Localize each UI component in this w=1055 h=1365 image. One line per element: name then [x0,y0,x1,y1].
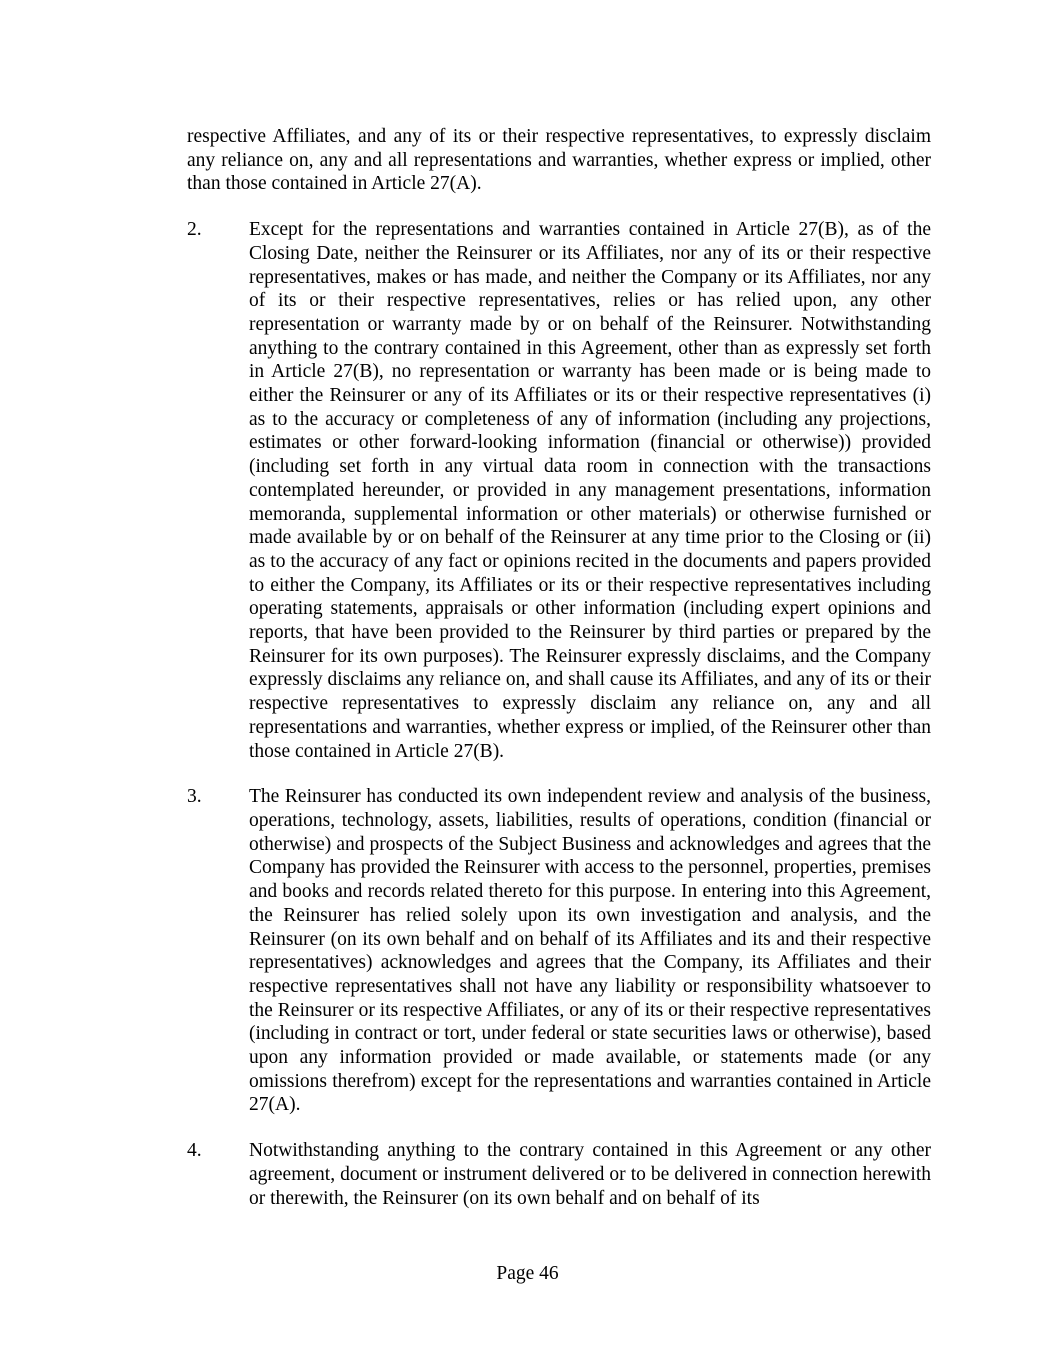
item-number: 3. [187,786,202,808]
opening-paragraph: respective Affiliates, and any of its or their respective representatives, to expressly disclaim any reliance on, any and all representations and warranties, whether express or implied, other than those contained in Article 27(A). [187,126,931,195]
list-item-2 [187,218,931,763]
list-item-3 [187,785,931,1117]
page-number: Page 46 [496,1263,559,1284]
item-number: 2. [187,219,202,241]
item-number: 4. [187,1140,202,1162]
item-text: Notwithstanding anything to the contrary contained in this Agreement or any other agreement, document or instrument delivered or to be delivered in connection herewith or therewith, the Reinsurer (on its own behalf and on behalf of its [249,1140,931,1209]
document-body [187,125,931,1210]
list-item-4 [187,1139,931,1210]
item-text: Except for the representations and warranties contained in Article 27(B), as of the Closing Date, neither the Reinsurer or its Affiliates, nor any of its or their respective representatives, makes or has made, and neither the Company or its Affiliates, nor any of its or their respective representatives, relies or has relied upon, any other representation or warranty made by or on behalf of the Reinsurer. Notwithstanding anything to the contrary contained in this Agreement, other than as expressly set forth in Article 27(B), no representation or warranty has been made or is being made to either the Reinsurer or any of its Affiliates or its or their respective representatives (i) as to the accuracy or completeness of any of information (including any projections, estimates or other forward-looking information (financial or otherwise)) provided (including set forth in any virtual data room in connection with the transactions contemplated hereunder, or provided in any management presentations, information memoranda, supplemental information or other materials) or otherwise furnished or made available by or on behalf of the Reinsurer at any time prior to the Closing or (ii) as to the accuracy of any fact or opinions recited in the documents and papers provided to either the Company, its Affiliates or its or their respective representatives including operating statements, appraisals or other information (including expert opinions and reports, that have been provided to the Reinsurer by third parties or prepared by the Reinsurer for its own purposes). The Reinsurer expressly disclaims, and the Company expressly disclaims any reliance on, and shall cause its Affiliates, and any of its or their respective representatives to expressly disclaim any reliance on, any and all representations and warranties, whether express or implied, of the Reinsurer other than those contained in Article 27(B). [249,219,931,762]
item-text: The Reinsurer has conducted its own independent review and analysis of the business, operations, technology, assets, liabilities, results of operations, condition (financial or otherwise) and prospects of the Subject Business and acknowledges and agrees that the Company has provided the Reinsurer with access to the personnel, properties, premises and books and records related thereto for this purpose. In entering into this Agreement, the Reinsurer has relied solely upon its own investigation and analysis, and the Reinsurer (on its own behalf and on behalf of its Affiliates and its and their respective representatives) acknowledges and agrees that the Company, its Affiliates and their respective representatives shall not have any liability or responsibility whatsoever to the Reinsurer or its respective Affiliates, or any of its or their respective representatives (including in contract or tort, under federal or state securities laws or otherwise), based upon any information provided or made available, or statements made (or any omissions therefrom) except for the representations and warranties contained in Article 27(A). [249,786,931,1116]
